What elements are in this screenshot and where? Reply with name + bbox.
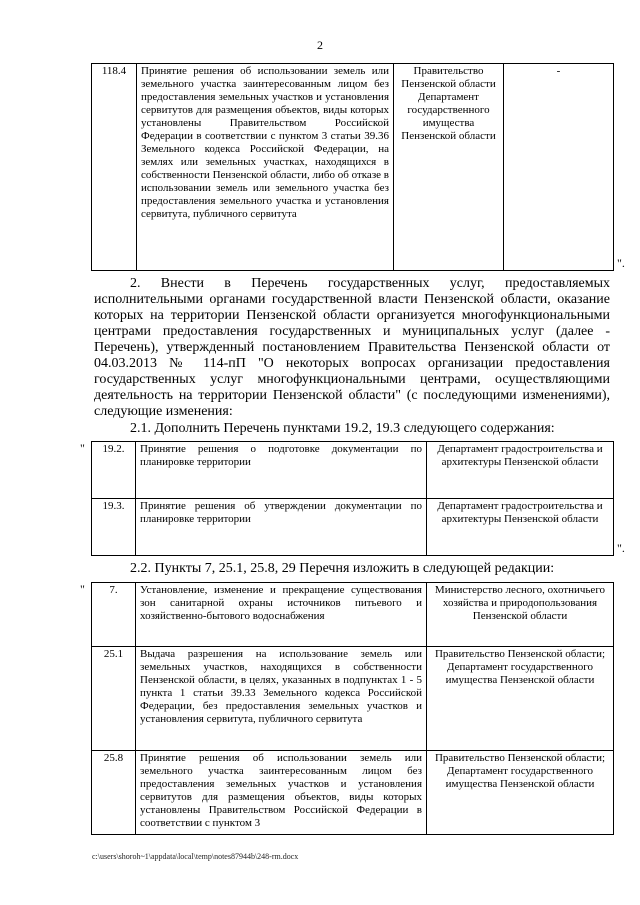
row-department: Правительство Пензенской области Департамент государственного имущества Пензенской области <box>394 64 504 271</box>
table-row <box>92 64 614 271</box>
row-number: 19.2. <box>92 442 136 499</box>
table-row <box>92 751 614 835</box>
row-service-name: Принятие решения о подготовке документации по планировке территории <box>136 442 427 499</box>
row-service-name: Принятие решения об утверждении документации по планировке территории <box>136 499 427 556</box>
footer-file-path: c:\users\shoroh~1\appdata\local\temp\notes87944b\248-rm.docx <box>92 852 299 861</box>
table-new-items <box>91 441 614 556</box>
row-service-name: Принятие решения об использовании земель или земельного участка заинтересованным лицом без предоставления земельных участков и установления сервитутов для размещения объектов, виды которых установлены Правительством Российской Федерации в соответствии с пунктом 3 <box>136 751 427 835</box>
row-department: Департамент градостроительства и архитектуры Пензенской области <box>427 499 614 556</box>
row-service-name: Выдача разрешения на использование земель или земельных участков, находящихся в собственности Пензенской области, в целях, указанных в подпунктах 1 - 5 пункта 1 статьи 39.33 Земельного кодекса Российской Федерации, без предоставления земельных участков и установления сервитута, публичного сервитута <box>136 647 427 751</box>
row-service-name: Установление, изменение и прекращение существования зон санитарной охраны источников питьевого и хозяйственно-бытового водоснабжения <box>136 583 427 647</box>
table-edited-items <box>91 582 614 835</box>
page-number: 2 <box>317 38 323 52</box>
row-department: Министерство лесного, охотничьего хозяйства и природопользования Пензенской области <box>427 583 614 647</box>
table-row <box>92 499 614 556</box>
row-number: 7. <box>92 583 136 647</box>
table-row <box>92 647 614 751</box>
row-number: 19.3. <box>92 499 136 556</box>
row-department: Департамент градостроительства и архитектуры Пензенской области <box>427 442 614 499</box>
row-department: Правительство Пензенской области; Департамент государственного имущества Пензенской области <box>427 647 614 751</box>
row-number: 25.8 <box>92 751 136 835</box>
table-continuation <box>91 63 614 271</box>
opening-quote: " <box>80 582 85 596</box>
paragraph-2: 2. Внести в Перечень государственных услуг, предоставляемых исполнительными органами государственной власти Пензенской области, оказание которых на территории Пензенской области организуется многофункциональными центрами предоставления государственных и муниципальных услуг (далее - Перечень), утвержденный постановлением Правительства Пензенской области от 04.03.2013 № 114-пП "О некоторых вопросах организации предоставления государственных услуг многофункциональными центрами, осуществляющими деятельность на территории Пензенской области" (с последующими изменениями), следующие изменения: <box>94 276 610 419</box>
closing-quote: ". <box>617 256 625 270</box>
row-number: 25.1 <box>92 647 136 751</box>
table-row <box>92 442 614 499</box>
row-number: 118.4 <box>92 64 137 271</box>
row-department: Правительство Пензенской области; Департамент государственного имущества Пензенской области <box>427 751 614 835</box>
row-service-name: Принятие решения об использовании земель или земельного участка заинтересованным лицом без предоставления земельных участков и установления сервитутов для размещения объектов, виды которых установлены Правительством Российской Федерации в соответствии с пунктом 3 статьи 39.36 Земельного кодекса Российской Федерации, на землях или земельных участках, находящихся в собственности Пензенской области, либо об отказе в использовании земель или земельного участка без предоставления земельного участка и установления сервитута, публичного сервитута <box>137 64 394 271</box>
closing-quote: ". <box>617 541 625 555</box>
table-row <box>92 583 614 647</box>
paragraph-2-2: 2.2. Пункты 7, 25.1, 25.8, 29 Перечня изложить в следующей редакции: <box>130 561 555 576</box>
row-extra: - <box>504 64 614 271</box>
paragraph-2-1: 2.1. Дополнить Перечень пунктами 19.2, 19.3 следующего содержания: <box>130 421 555 436</box>
opening-quote: " <box>80 441 85 455</box>
